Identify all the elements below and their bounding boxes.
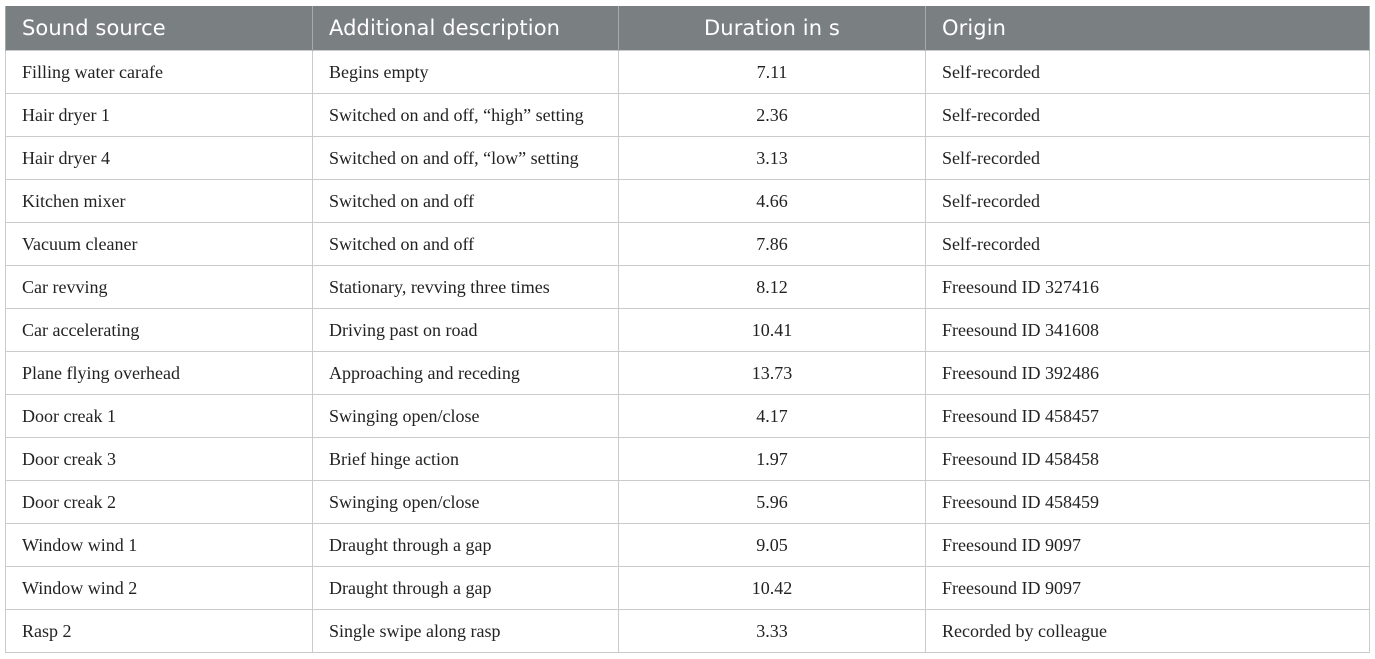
cell-sound-source: Door creak 1 (6, 395, 313, 438)
header-sound-source: Sound source (6, 6, 313, 51)
cell-sound-source: Filling water carafe (6, 51, 313, 94)
cell-origin: Freesound ID 9097 (926, 524, 1370, 567)
cell-sound-source: Kitchen mixer (6, 180, 313, 223)
cell-duration: 13.73 (619, 352, 926, 395)
cell-duration: 4.17 (619, 395, 926, 438)
table-row (6, 610, 1370, 653)
table-row (6, 524, 1370, 567)
sound-sources-table-container (5, 6, 1369, 653)
header-additional-description: Additional description (313, 6, 619, 51)
cell-origin: Freesound ID 341608 (926, 309, 1370, 352)
cell-duration: 5.96 (619, 481, 926, 524)
cell-duration: 9.05 (619, 524, 926, 567)
cell-sound-source: Car accelerating (6, 309, 313, 352)
table-row (6, 352, 1370, 395)
cell-additional-description: Switched on and off, “high” setting (313, 94, 619, 137)
cell-duration: 3.13 (619, 137, 926, 180)
cell-origin: Self-recorded (926, 137, 1370, 180)
cell-origin: Freesound ID 458458 (926, 438, 1370, 481)
table-row (6, 309, 1370, 352)
cell-sound-source: Hair dryer 4 (6, 137, 313, 180)
cell-sound-source: Car revving (6, 266, 313, 309)
cell-additional-description: Swinging open/close (313, 395, 619, 438)
cell-duration: 10.41 (619, 309, 926, 352)
cell-additional-description: Brief hinge action (313, 438, 619, 481)
cell-duration: 3.33 (619, 610, 926, 653)
cell-additional-description: Switched on and off (313, 180, 619, 223)
cell-additional-description: Switched on and off (313, 223, 619, 266)
table-row (6, 51, 1370, 94)
table-row (6, 137, 1370, 180)
cell-sound-source: Window wind 2 (6, 567, 313, 610)
table-header (6, 6, 1370, 51)
cell-duration: 7.11 (619, 51, 926, 94)
cell-sound-source: Vacuum cleaner (6, 223, 313, 266)
cell-origin: Recorded by colleague (926, 610, 1370, 653)
cell-duration: 4.66 (619, 180, 926, 223)
cell-sound-source: Rasp 2 (6, 610, 313, 653)
cell-sound-source: Plane flying overhead (6, 352, 313, 395)
header-row (6, 6, 1370, 51)
table-row (6, 438, 1370, 481)
cell-additional-description: Driving past on road (313, 309, 619, 352)
cell-additional-description: Begins empty (313, 51, 619, 94)
cell-sound-source: Door creak 3 (6, 438, 313, 481)
table-row (6, 266, 1370, 309)
table-row (6, 94, 1370, 137)
cell-duration: 10.42 (619, 567, 926, 610)
cell-additional-description: Draught through a gap (313, 524, 619, 567)
cell-additional-description: Stationary, revving three times (313, 266, 619, 309)
cell-origin: Freesound ID 392486 (926, 352, 1370, 395)
cell-additional-description: Swinging open/close (313, 481, 619, 524)
cell-additional-description: Switched on and off, “low” setting (313, 137, 619, 180)
cell-origin: Freesound ID 458457 (926, 395, 1370, 438)
cell-additional-description: Single swipe along rasp (313, 610, 619, 653)
table-row (6, 223, 1370, 266)
table-body (6, 51, 1370, 653)
cell-origin: Self-recorded (926, 51, 1370, 94)
cell-origin: Self-recorded (926, 94, 1370, 137)
table-row (6, 180, 1370, 223)
cell-duration: 8.12 (619, 266, 926, 309)
table-row (6, 567, 1370, 610)
sound-sources-table (5, 6, 1370, 653)
cell-sound-source: Hair dryer 1 (6, 94, 313, 137)
cell-duration: 2.36 (619, 94, 926, 137)
cell-duration: 7.86 (619, 223, 926, 266)
cell-origin: Freesound ID 327416 (926, 266, 1370, 309)
cell-additional-description: Approaching and receding (313, 352, 619, 395)
header-origin: Origin (926, 6, 1370, 51)
table-row (6, 481, 1370, 524)
cell-duration: 1.97 (619, 438, 926, 481)
cell-origin: Freesound ID 9097 (926, 567, 1370, 610)
cell-sound-source: Window wind 1 (6, 524, 313, 567)
cell-origin: Freesound ID 458459 (926, 481, 1370, 524)
cell-origin: Self-recorded (926, 180, 1370, 223)
cell-additional-description: Draught through a gap (313, 567, 619, 610)
table-row (6, 395, 1370, 438)
header-duration: Duration in s (619, 6, 926, 51)
cell-origin: Self-recorded (926, 223, 1370, 266)
cell-sound-source: Door creak 2 (6, 481, 313, 524)
